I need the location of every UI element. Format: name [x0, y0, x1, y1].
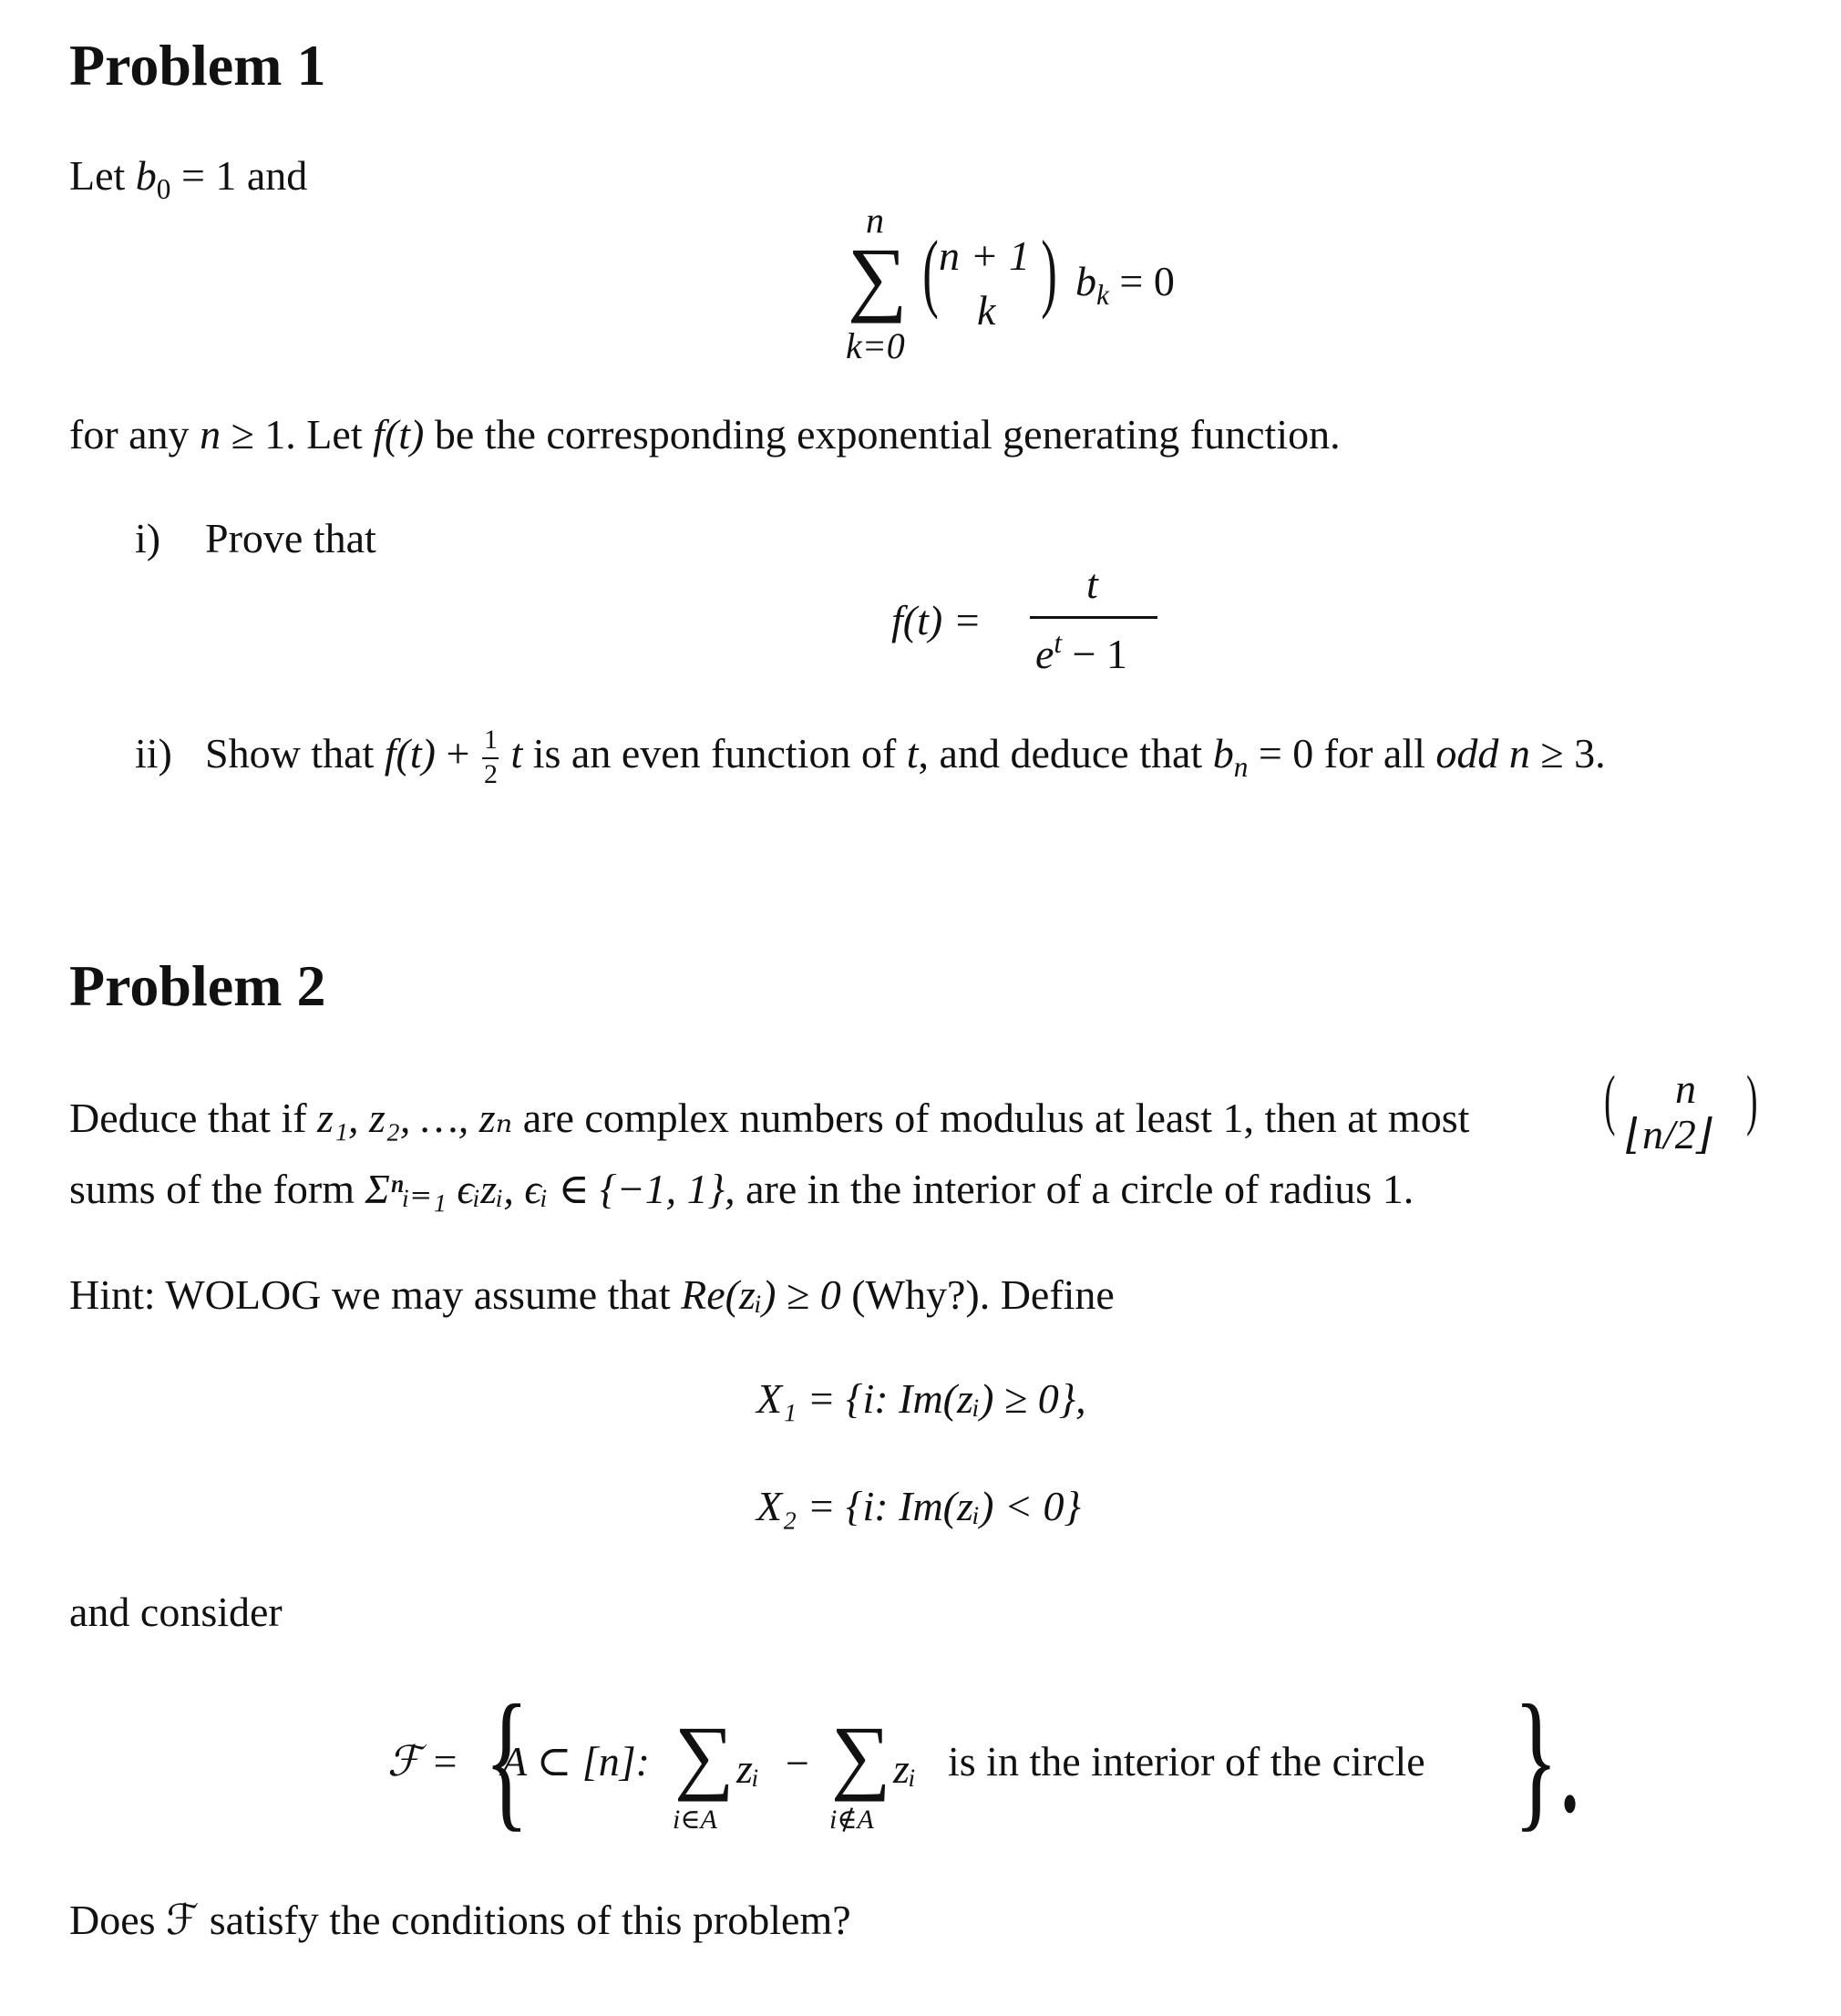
z-list: z₁, z₂, …, zₙ [317, 1095, 513, 1141]
part-i-label: i) [135, 515, 161, 561]
fraction-lhs: f(t) = [891, 597, 982, 643]
part-ii-f-of-t: f(t) [384, 730, 436, 777]
rest-sentence: be the corresponding exponential generating function. [434, 411, 1341, 458]
sum-expression: Σⁿᵢ₌₁ ϵᵢzᵢ, ϵᵢ ∈ {−1, 1}, [365, 1166, 735, 1212]
bk-subscript: k [1096, 279, 1109, 311]
sigma-not-in-A: ∑ [831, 1709, 891, 1802]
bk-term [1075, 258, 1175, 311]
minus-sign: − [786, 1740, 809, 1786]
t-var-2: t [906, 730, 919, 777]
for-any-line [69, 411, 1341, 458]
sum-lower-limit: k=0 [846, 325, 905, 366]
n-var-2: n [1508, 730, 1530, 777]
equals-one-and: = 1 and [180, 152, 308, 199]
f-of-t: f(t) [373, 411, 425, 458]
x2-definition: X₂ = {i: Im(zᵢ) < 0} [756, 1483, 1081, 1529]
b-subscript-zero: 0 [156, 173, 171, 205]
half-fraction [480, 725, 500, 790]
binom-top: n + 1 [939, 232, 1031, 279]
set-A-subset: A ⊂ [n]: [501, 1738, 650, 1785]
odd-word: odd [1435, 730, 1499, 777]
t-var: t [510, 730, 523, 777]
even-function: is an even function of [532, 730, 897, 777]
problem-1-intro [69, 152, 308, 205]
hint-prefix: Hint: WOLOG we may assume that [69, 1271, 671, 1318]
fraction-denominator [1035, 627, 1128, 678]
z-i-first: zᵢ [736, 1745, 760, 1792]
fraction-numerator: t [1086, 561, 1098, 607]
n-var: n [200, 411, 221, 458]
deduce-prefix: Deduce that if [69, 1095, 307, 1141]
binom2-left-paren: ( [1604, 1063, 1616, 1137]
hint-line [69, 1271, 1115, 1318]
and-consider: and consider [69, 1589, 283, 1635]
part-i-text: Prove that [205, 515, 376, 561]
binom2-right-paren: ) [1746, 1063, 1758, 1137]
sum-lower-in-A: i∈A [673, 1805, 717, 1835]
half-numerator: 1 [483, 725, 498, 756]
family-lhs: ℱ = [387, 1738, 459, 1785]
problem-2-line-2 [69, 1168, 1414, 1210]
problem-2-heading: Problem 2 [69, 953, 326, 1018]
set-open-brace: { [484, 1673, 530, 1845]
den-minus-one: − 1 [1072, 631, 1128, 678]
problem-1-heading: Problem 1 [69, 33, 326, 98]
den-e: e [1035, 631, 1054, 678]
problem-2-line-1 [69, 1097, 1469, 1139]
bk-b: b [1075, 258, 1096, 304]
set-close-brace: }. [1513, 1673, 1582, 1845]
x1-definition: X₁ = {i: Im(zᵢ) ≥ 0}, [756, 1375, 1086, 1422]
fraction-bar [1030, 616, 1157, 619]
z-i-second: zᵢ [893, 1745, 917, 1792]
final-question: Does ℱ satisfy the conditions of this problem? [69, 1897, 851, 1943]
hint-suffix: (Why?). Define [851, 1271, 1115, 1318]
deduce-mid: are complex numbers of modulus at least 1, then at most [522, 1095, 1470, 1141]
binom-left-paren: ( [922, 222, 939, 320]
b-var: b [135, 152, 157, 199]
show-that: Show that [205, 730, 375, 777]
hint-expression: Re(zᵢ) ≥ 0 [681, 1271, 841, 1318]
plus-sign: + [446, 730, 470, 777]
binom2-top: n [1675, 1065, 1696, 1112]
sum-lower-not-in-A: i∉A [829, 1805, 874, 1835]
bn-subscript: n [1233, 751, 1249, 783]
geq-three: ≥ 3. [1540, 730, 1606, 777]
deduce-that: , and deduce that [918, 730, 1203, 777]
sums-prefix: sums of the form [69, 1166, 355, 1212]
set-condition-text: is in the interior of the circle [948, 1738, 1425, 1785]
den-exponent: t [1054, 627, 1063, 659]
binom-right-paren: ) [1041, 222, 1057, 320]
sums-suffix: are in the interior of a circle of radius 1. [746, 1166, 1414, 1212]
zero-for-all: = 0 for all [1258, 730, 1425, 777]
half-denominator: 2 [483, 759, 498, 790]
intro-let: Let [69, 152, 126, 199]
sigma-in-A: ∑ [674, 1709, 735, 1802]
sum-upper-limit: n [866, 200, 884, 241]
part-ii-label: ii) [135, 730, 172, 777]
part-ii-text [205, 725, 1606, 790]
geq-one: ≥ 1. Let [231, 411, 363, 458]
bn-b: b [1212, 730, 1234, 777]
for-any: for any [69, 411, 190, 458]
binom2-bottom: ⌊n/2⌋ [1626, 1111, 1712, 1157]
sigma-symbol: ∑ [848, 231, 908, 324]
binom-bottom: k [977, 287, 996, 334]
equals-zero: = 0 [1119, 258, 1175, 304]
